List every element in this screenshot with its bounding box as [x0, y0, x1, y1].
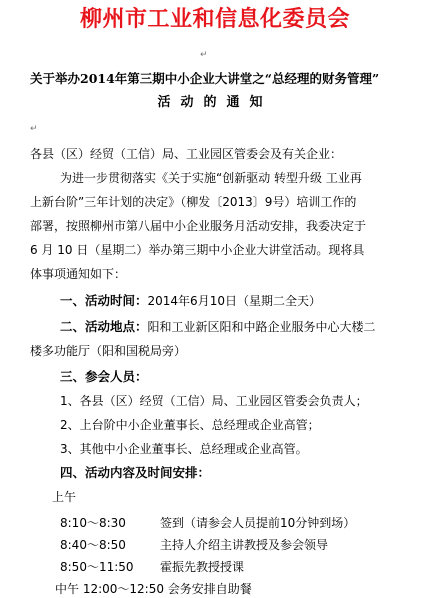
notice-title-line2: 活动的通知 [157, 95, 273, 110]
attendee-item-2: 2、上台阶中小企业董事长、总经理或企业高管； [60, 418, 320, 432]
noon-schedule: 中午 12:00～12:50 会务安排自助餐 [55, 582, 252, 596]
intro-line-2: 上新台阶”三年计划的决定》（柳发〔2013〕9号）培训工作的 [30, 195, 357, 209]
section-place-label: 二、活动地点： [60, 319, 148, 334]
section-time-label: 一、活动时间： [60, 293, 148, 308]
paragraph-mark-icon: ↵ [30, 124, 38, 134]
section-time-value: 2014年6月10日（星期二全天） [147, 294, 321, 308]
schedule-time-2: 8:40～8:50 [60, 538, 126, 552]
section-time [60, 292, 321, 310]
paragraph-mark-icon: ↵ [200, 50, 208, 60]
schedule-item-1: 签到（请参会人员提前10分钟到场） [160, 516, 356, 530]
section-schedule-label: 四、活动内容及时间安排： [60, 465, 211, 480]
schedule-time-1: 8:10～8:30 [60, 516, 126, 530]
intro-line-5: 体事项通知如下： [30, 267, 127, 281]
intro-line-3: 部署，按照柳州市第八届中小企业服务月活动安排，我委决定于 [30, 219, 367, 233]
section-place-value: 阳和工业新区阳和中路企业服务中心大楼二 [147, 320, 376, 334]
addressee: 各县（区）经贸（工信）局、工业园区管委会及有关企业： [30, 147, 343, 161]
org-name-header: 柳州市工业和信息化委员会 [79, 7, 350, 32]
section-place-value-cont: 楼多功能厅（阳和国税局旁） [30, 344, 187, 358]
schedule-item-2: 主持人介绍主讲教授及参会领导 [160, 538, 329, 552]
attendee-item-3: 3、其他中小企业董事长、总经理或企业高管。 [60, 442, 308, 456]
intro-line-1: 为进一步贯彻落实《关于实施“创新驱动 转型升级 工业再 [60, 171, 362, 185]
morning-label: 上午 [52, 490, 77, 504]
schedule-item-3: 霍振先教授授课 [160, 560, 245, 574]
attendee-item-1: 1、各县（区）经贸（工信）局、工业园区管委会负责人； [60, 394, 368, 408]
section-place [60, 318, 376, 336]
notice-title-line1: 关于举办2014年第三期中小企业大讲堂之“总经理的财务管理” [30, 71, 380, 86]
schedule-time-3: 8:50～11:50 [60, 560, 134, 574]
intro-line-4: 6 月 10 日（星期二）举办第三期中小企业大讲堂活动。现将具 [30, 243, 365, 257]
section-attendees-label: 三、参会人员： [60, 369, 148, 384]
